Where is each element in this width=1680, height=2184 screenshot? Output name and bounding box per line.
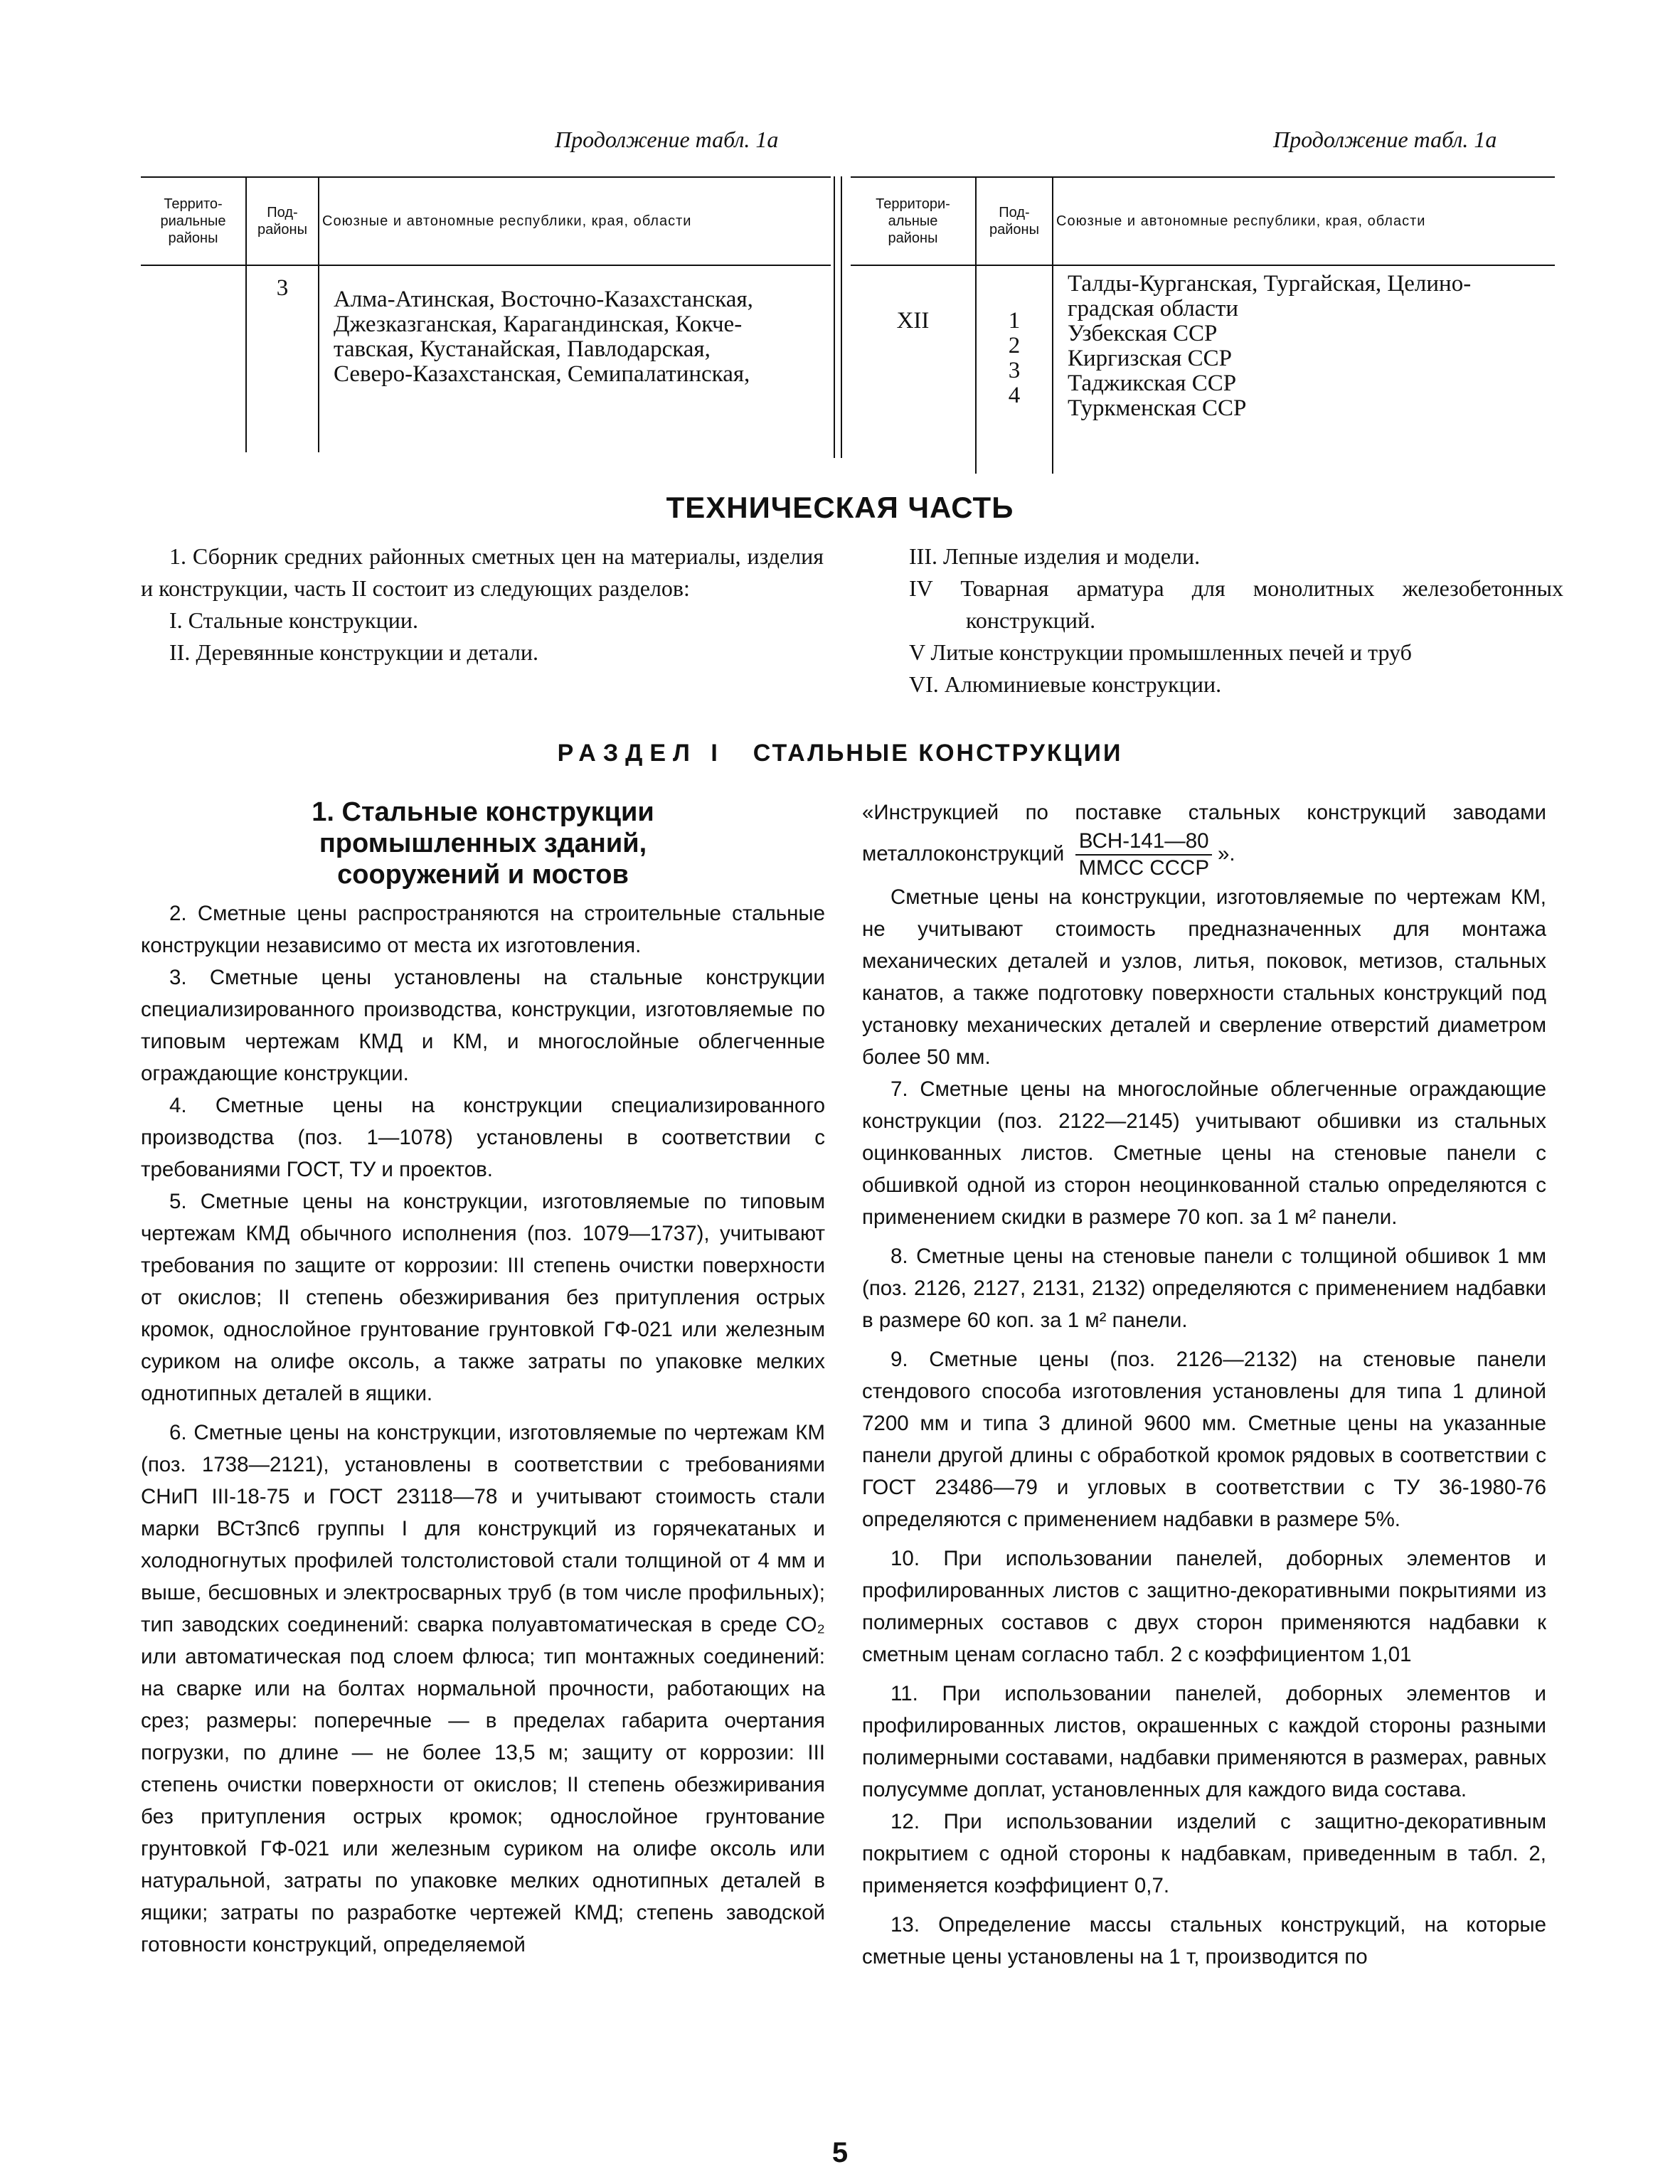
table-header-row [851, 177, 1555, 265]
section-heading [0, 740, 1680, 767]
subsection-title [141, 797, 825, 890]
body-column-right [862, 797, 1546, 1973]
regions-table-left [141, 176, 831, 452]
region-line: Туркменская ССР [1068, 395, 1247, 421]
subregion-number: 2 [1008, 333, 1021, 358]
paragraph-5: 5. Сметные цены на конструкции, изготовляемые по типовым чертежам КМД обычного исполнения (поз. 1079—1737), учитывают требования по защите от коррозии: III степень очистки поверхности от окислов; II степень обезжиривания без притупления острых кромок, однослойное грунтование грунтовкой ГФ-021 или железным суриком на олифе оксоль, а также затраты по упаковке мелких однотипных деталей в ящики. [141, 1190, 825, 1405]
section-label: РАЗДЕЛ I [557, 740, 725, 767]
instruction-text: «Инструкцией по поставке стальных конструкций заводами металлоконструкций [862, 801, 1546, 865]
header-republics: Союзные и автономные республики, края, области [319, 177, 831, 265]
paragraph-4: 4. Сметные цены на конструкции специализированного производства (поз. 1—1078) установлены в соответствии с требованиями ГОСТ, ТУ и проектов. [141, 1094, 825, 1181]
table-row [141, 265, 831, 452]
technical-part-left [141, 540, 824, 668]
paragraph-7: 7. Сметные цены на многослойные облегченные ограждающие конструкции (поз. 2122—2145) учитывают обшивки из стальных оцинкованных листов. Сметные цены на стеновые панели с обшивкой одной из сторон неоцинкованной сталью определяются с применением скидки в размере 70 коп. за 1 м² панели. [862, 1077, 1546, 1229]
subsection-title-line: промышленных зданий, [319, 829, 647, 858]
table-header-row [141, 177, 831, 265]
region-line: Джезказганская, Карагандинская, Кокче- [334, 311, 743, 337]
paragraph-11: 11. При использовании панелей, доборных элементов и профилированных листов, окрашенных с каждой стороны разными полимерными составами, надбавки применяются в размерах, равных полусумме доплат, установленных для каждого вида состава. [862, 1682, 1546, 1801]
tech-item: II. Деревянные конструкции и детали. [169, 639, 538, 665]
cell-regions [1053, 265, 1555, 474]
region-line: тавская, Кустанайская, Павлодарская, [334, 336, 711, 362]
page-number: 5 [831, 2137, 849, 2168]
instruction-closing: ». [1218, 841, 1235, 865]
paragraph-10: 10. При использовании панелей, доборных элементов и профилированных листов с защитно-декоративными покрытиями из полимерных составов с двух сторон применяются надбавки к сметным ценам согласно табл. 2 с коэффициентом 1,01 [862, 1547, 1546, 1666]
subregion-number: 3 [1008, 358, 1021, 383]
tech-item: VI. Алюминиевые конструкции. [909, 671, 1222, 697]
paragraph-9: 9. Сметные цены (поз. 2126—2132) на стеновые панели стендового способа изготовления установлены для типа 1 длиной 7200 мм и типа 3 длиной 9600 мм. Сметные цены на указанные панели другой длины с обработкой кромок рядовых в соответствии с ГОСТ 23486—79 и угловых в соответствии с ТУ 36-1980-76 определяются с применением надбавки в размере 5%. [862, 1348, 1546, 1531]
tech-item: III. Лепные изделия и модели. [909, 543, 1201, 569]
table-divider-rule [841, 176, 842, 458]
header-subregion: Под- районы [976, 177, 1053, 265]
paragraph-6: 6. Сметные цены на конструкции, изготовляемые по чертежам КМ (поз. 1738—2121), установлены в соответствии с требованиями СНиП III-18-75 и ГОСТ 23118—78 и учитывают стоимость стали марки ВСт3пс6 группы I для конструкций из горячекатаных и холодногнутых профилей толстолистовой стали толщиной от 4 мм и выше, бесшовных и электросварных труб (в том числе профильных); тип заводских соединений: сварка полуавтоматическая в среде CO₂ или автоматическая под слоем флюса; тип монтажных соединений: на сварке или на болтах нормальной прочности, работающих на срез; размеры: поперечные — в пределах габарита очертания погрузки, по длине — не более 13,5 м; защиту от коррозии: III степень очистки поверхности от окислов; II степень обезжиривания без притупления острых кромок; однослойное грунтование грунтовкой ГФ-021 или железным суриком на олифе оксоль или натуральной, затраты по упаковке мелких однотипных деталей в ящики; затраты по разработке чертежей КМД; степень заводской готовности конструкций, определяемой [141, 1421, 825, 1956]
technical-part-right [909, 540, 1563, 701]
region-line: Киргизская ССР [1068, 346, 1233, 371]
region-line: градская области [1068, 296, 1239, 321]
cell-regions [319, 265, 831, 452]
region-line: Узбекская ССР [1068, 321, 1218, 346]
subsection-title-line: 1. Стальные конструкции [312, 797, 654, 827]
section-name: СТАЛЬНЫЕ КОНСТРУКЦИИ [753, 740, 1123, 767]
cell-territory [141, 265, 246, 452]
continuation-label-right: Продолжение табл. 1а [1273, 127, 1497, 152]
subsection-title-line: сооружений и мостов [337, 860, 629, 890]
header-territory: Территори- альные районы [851, 177, 976, 265]
regions-table-right [851, 176, 1555, 474]
subregion-number: 4 [1008, 383, 1021, 408]
tech-intro: 1. Сборник средних районных сметных цен на материалы, изделия и конструкции, часть II состоит из следующих разделов: [141, 543, 824, 601]
cell-subregion: 3 [246, 265, 319, 452]
body-column-left [141, 797, 825, 1961]
table-row [851, 265, 1555, 474]
continuation-label-left: Продолжение табл. 1а [555, 127, 779, 152]
region-line: Таджикская ССР [1068, 371, 1237, 396]
table-divider-rule [834, 176, 835, 458]
subregion-number: 1 [1008, 308, 1021, 334]
standard-fraction [1075, 829, 1212, 881]
paragraph-6-continued [862, 797, 1546, 881]
header-subregion: Под- районы [246, 177, 319, 265]
paragraph-2: 2. Сметные цены распространяются на строительные стальные конструкции независимо от места их изготовления. [141, 902, 825, 957]
header-republics: Союзные и автономные республики, края, области [1053, 177, 1555, 265]
paragraph-12: 12. При использовании изделий с защитно-декоративным покрытием с одной стороны к надбавкам, приведенным в табл. 2, применяется коэффициент 0,7. [862, 1810, 1546, 1897]
paragraph-3: 3. Сметные цены установлены на стальные конструкции специализированного производства, конструкции, изготовляемые по типовым чертежам КМД и КМ, и многослойные облегченные ограждающие конструкции. [141, 966, 825, 1085]
paragraph-6b: Сметные цены на конструкции, изготовляемые по чертежам КМ, не учитывают стоимость предназначенных для монтажа механических деталей и узлов, литья, поковок, метизов, стальных канатов, а также подготовку поверхности стальных конструкций под установку механических деталей и сверление отверстий диаметром более 50 мм. [862, 885, 1546, 1069]
fraction-numerator: ВСН-141—80 [1075, 829, 1212, 856]
paragraph-13: 13. Определение массы стальных конструкций, на которые сметные цены установлены на 1 т, производится по [862, 1913, 1546, 1969]
cell-subregions [976, 265, 1053, 474]
tech-item: V Литые конструкции промышленных печей и труб [909, 639, 1412, 665]
region-line: Северо-Казахстанская, Семипалатинская, [334, 361, 750, 387]
header-territory: Террито- риальные районы [141, 177, 246, 265]
fraction-denominator: ММСС СССР [1078, 856, 1209, 880]
region-line: Алма-Атинская, Восточно-Казахстанская, [334, 287, 753, 312]
tech-item: IV Товарная арматура для монолитных железобетонных конструкций. [909, 575, 1563, 633]
cell-territory: XII [851, 265, 976, 474]
paragraph-8: 8. Сметные цены на стеновые панели с толщиной обшивок 1 мм (поз. 2126, 2127, 2131, 2132) определяются с применением надбавки в размере 60 коп. за 1 м² панели. [862, 1245, 1546, 1332]
region-line: Талды-Курганская, Тургайская, Целино- [1068, 271, 1472, 297]
technical-part-title: ТЕХНИЧЕСКАЯ ЧАСТЬ [666, 491, 1014, 524]
tech-item: I. Стальные конструкции. [169, 607, 418, 633]
